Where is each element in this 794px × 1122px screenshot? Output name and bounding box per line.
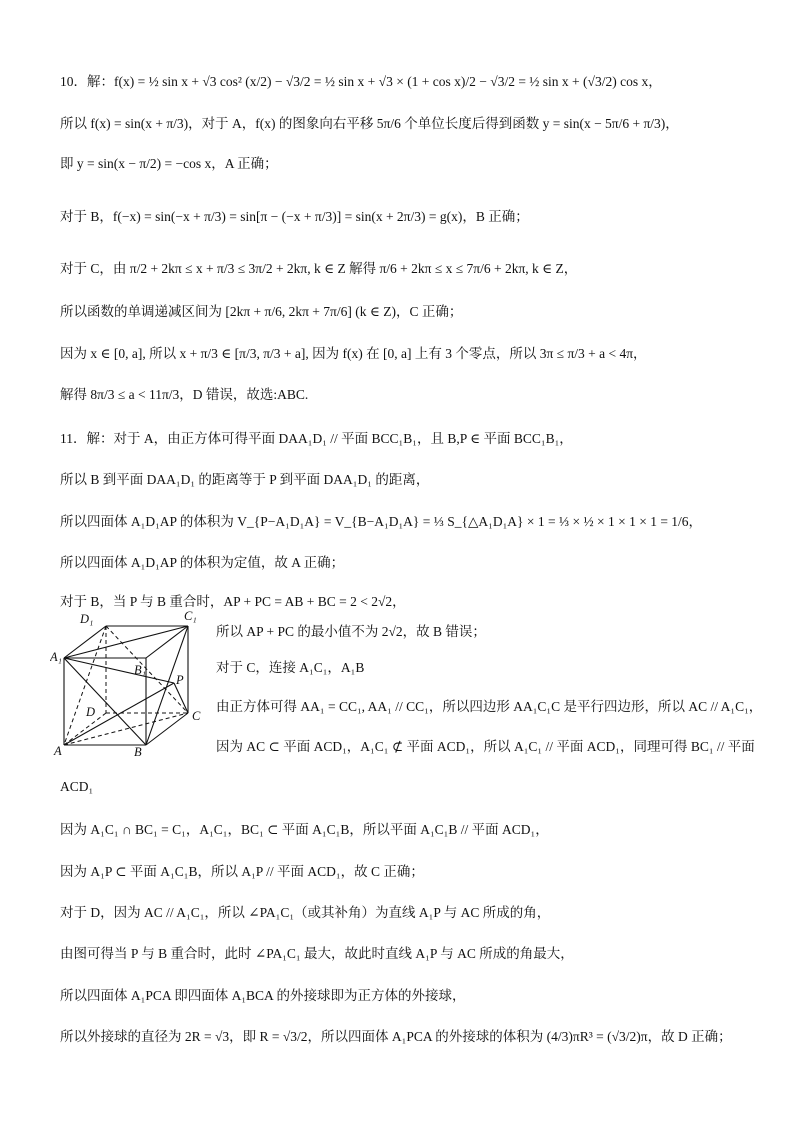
solution-10-line-6: 所以函数的单调递减区间为 [2kπ + π/6, 2kπ + 7π/6] (k ∈ Z)，C 正确； [60,304,463,319]
hidden-segment-ad1 [64,626,106,745]
solution-10-line-8: 解得 8π/3 ≤ a < 11π/3，D 错误，故选:ABC. [60,387,309,402]
solution-11-line-4: 所以四面体 A₁D₁AP 的体积为定值，故 A 正确； [60,555,345,570]
solution-11-line-5: 对于 B，当 P 与 B 重合时，AP + PC = AB + BC = 2 < 2√2， [60,594,406,609]
label-b: B [134,745,142,758]
label-c: C [192,709,201,723]
solution-11-line-10: ACD₁ [60,779,94,794]
solution-11-line-2: 所以 B 到平面 DAA₁D₁ 的距离等于 P 到平面 DAA₁D₁ 的距离， [60,472,430,487]
segment-pc [174,683,188,713]
hidden-segment-ac [64,713,188,745]
solution-11-line-8: 由正方体可得 AA₁ = CC₁, AA₁ // CC₁，所以四边形 AA₁C₁C 是平行四边形，所以 AC // A₁C₁， [216,699,763,714]
cube-figure [50,608,210,758]
label-a1: A₁ [50,650,62,664]
label-b1: B₁ [134,663,146,677]
solution-10-line-4: 对于 B，f(−x) = sin(−x + π/3) = sin[π − (−x + π/3)] = sin(x + 2π/3) = g(x)，B 正确； [60,209,529,224]
solution-10-line-3: 即 y = sin(x − π/2) = −cos x，A 正确； [60,156,278,171]
solution-10-line-2: 所以 f(x) = sin(x + π/3)，对于 A，f(x) 的图象向右平移 5π/6 个单位长度后得到函数 y = sin(x − 5π/6 + π/3)， [60,116,679,131]
solution-10-line-1: 10．解：f(x) = ½ sin x + √3 cos² (x/2) − √3/2 = ½ sin x + √3 × (1 + cos x)/2 − √3/2 = ½ sin x + (√3/2) cos x， [60,74,662,89]
hidden-edge-ad [64,713,106,745]
label-a: A [54,744,62,758]
hidden-segment-d1c [106,626,188,713]
label-p: P [176,673,184,687]
solution-10-line-7: 因为 x ∈ [0, a], 所以 x + π/3 ∈ [π/3, π/3 + a], 因为 f(x) 在 [0, a] 上有 3 个零点，所以 3π ≤ π/3 + a < 4π， [60,346,647,361]
solution-11-line-13: 对于 D，因为 AC // A₁C₁，所以 ∠PA₁C₁（或其补角）为直线 A₁P 与 AC 所成的角， [60,905,551,920]
solution-11-line-3: 所以四面体 A₁D₁AP 的体积为 V_{P−A₁D₁A} = V_{B−A₁D₁A} = ⅓ S_{△A₁D₁A} × 1 = ⅓ × ½ × 1 × 1 × 1 = 1/6， [60,514,703,529]
solution-11-line-12: 因为 A₁P ⊂ 平面 A₁C₁B，所以 A₁P // 平面 ACD₁，故 C 正确； [60,864,424,879]
edge-bc [146,713,188,745]
segment-a1c1 [64,626,188,658]
label-d1: D₁ [80,612,94,626]
solution-11-line-11: 因为 A₁C₁ ∩ BC₁ = C₁，A₁C₁，BC₁ ⊂ 平面 A₁C₁B，所以平面 A₁C₁B // 平面 ACD₁， [60,822,549,837]
solution-11-line-7: 对于 C，连接 A₁C₁，A₁B [216,660,365,675]
solution-11-line-15: 所以四面体 A₁PCA 即四面体 A₁BCA 的外接球即为正方体的外接球， [60,988,466,1003]
solution-10-line-5: 对于 C，由 π/2 + 2kπ ≤ x + π/3 ≤ 3π/2 + 2kπ, k ∈ Z 解得 π/6 + 2kπ ≤ x ≤ 7π/6 + 2kπ, k ∈ Z， [60,261,578,276]
segment-a1p [64,658,174,683]
label-d: D [86,705,96,719]
solution-11-line-6: 所以 AP + PC 的最小值不为 2√2，故 B 错误； [216,624,486,639]
edge-a1d1 [64,626,106,658]
solution-11-line-14: 由图可得当 P 与 B 重合时，此时 ∠PA₁C₁ 最大，故此时直线 A₁P 与 AC 所成的角最大， [60,946,574,961]
edge-c1b1 [146,626,188,658]
solution-11-line-1: 11．解：对于 A，由正方体可得平面 DAA₁D₁ // 平面 BCC₁B₁，且 B,P ∈ 平面 BCC₁B₁， [60,431,573,446]
solution-11-line-9: 因为 AC ⊂ 平面 ACD₁，A₁C₁ ⊄ 平面 ACD₁，所以 A₁C₁ // 平面 ACD₁，同理可得 BC₁ // 平面 [216,739,755,754]
label-c1: C₁ [184,609,197,623]
solution-11-line-16: 所以外接球的直径为 2R = √3，即 R = √3/2，所以四面体 A₁PCA 的外接球的体积为 (4/3)πR³ = (√3/2)π，故 D 正确； [60,1029,732,1044]
